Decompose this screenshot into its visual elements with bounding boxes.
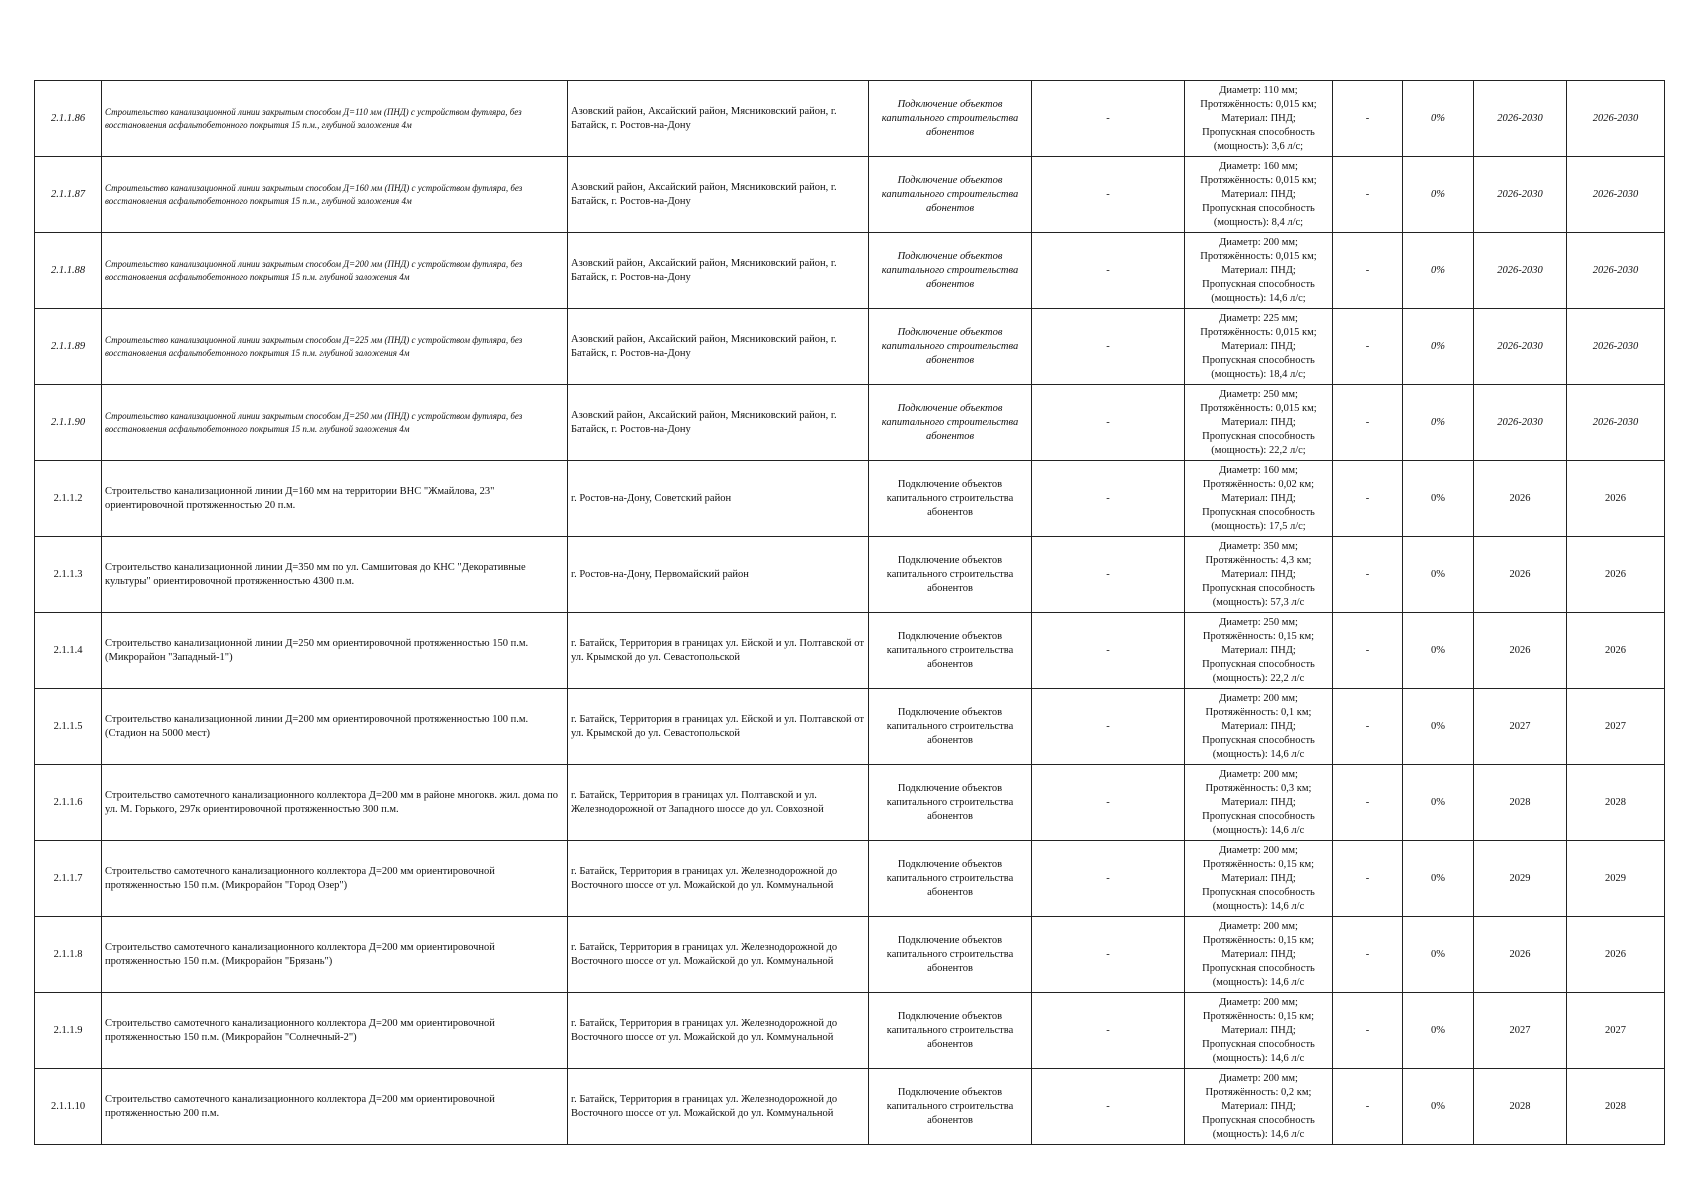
- spec-line: Материал: ПНД;: [1221, 796, 1296, 808]
- row-number-cell: 2.1.1.86: [35, 81, 102, 157]
- dash-cell: -: [1333, 689, 1403, 765]
- year-start-cell: 2028: [1474, 765, 1567, 841]
- specs-cell: [1185, 537, 1333, 613]
- specs-cell: [1185, 157, 1333, 233]
- year-end-cell: 2026: [1567, 537, 1665, 613]
- spec-line: Протяжённость: 0,2 км;: [1205, 1086, 1312, 1098]
- spec-line: Диаметр: 250 мм;: [1219, 388, 1298, 400]
- year-start-cell: 2029: [1474, 841, 1567, 917]
- percent-cell: 0%: [1403, 461, 1474, 537]
- work-name-cell: Строительство канализационной линии закрытым способом Д=110 мм (ПНД) с устройством футляра, без восстановления асфальтобетонного покрытия 15 п.м., глубиной заложения 4м: [102, 81, 568, 157]
- spec-line: (мощность): 18,4 л/с;: [1211, 368, 1306, 380]
- year-end-cell: 2026: [1567, 613, 1665, 689]
- location-cell: Азовский район, Аксайский район, Мясниковский район, г. Батайск, г. Ростов-на-Дону: [568, 157, 869, 233]
- location-cell: Азовский район, Аксайский район, Мясниковский район, г. Батайск, г. Ростов-на-Дону: [568, 233, 869, 309]
- purpose-cell: Подключение объектов капитального строительства абонентов: [869, 765, 1032, 841]
- dash-cell: -: [1032, 917, 1185, 993]
- specs-cell: [1185, 613, 1333, 689]
- year-end-cell: 2028: [1567, 765, 1665, 841]
- work-name-cell: Строительство самотечного канализационного коллектора Д=200 мм ориентировочной протяженностью 150 п.м. (Микрорайон "Брязань"): [102, 917, 568, 993]
- spec-line: Пропускная способность: [1202, 354, 1315, 366]
- year-start-cell: 2026-2030: [1474, 233, 1567, 309]
- year-end-cell: 2026-2030: [1567, 233, 1665, 309]
- year-start-cell: 2027: [1474, 689, 1567, 765]
- table-row: [35, 917, 1665, 993]
- purpose-cell: Подключение объектов капитального строительства абонентов: [869, 689, 1032, 765]
- dash-cell: -: [1032, 613, 1185, 689]
- spec-line: (мощность): 14,6 л/с: [1212, 824, 1305, 836]
- dash-cell: -: [1032, 157, 1185, 233]
- row-number-cell: 2.1.1.88: [35, 233, 102, 309]
- dash-cell: -: [1333, 461, 1403, 537]
- row-number-cell: 2.1.1.3: [35, 537, 102, 613]
- percent-cell: 0%: [1403, 157, 1474, 233]
- location-cell: Азовский район, Аксайский район, Мясниковский район, г. Батайск, г. Ростов-на-Дону: [568, 385, 869, 461]
- purpose-cell: Подключение объектов капитального строительства абонентов: [869, 1069, 1032, 1145]
- dash-cell: -: [1333, 157, 1403, 233]
- spec-line: Пропускная способность: [1202, 734, 1315, 746]
- spec-line: Диаметр: 200 мм;: [1219, 692, 1298, 704]
- spec-line: Диаметр: 200 мм;: [1219, 996, 1298, 1008]
- percent-cell: 0%: [1403, 841, 1474, 917]
- percent-cell: 0%: [1403, 993, 1474, 1069]
- spec-line: (мощность): 22,2 л/с;: [1211, 444, 1306, 456]
- spec-line: (мощность): 22,2 л/с: [1212, 672, 1305, 684]
- spec-line: Протяжённость: 0,015 км;: [1200, 98, 1317, 110]
- dash-cell: -: [1333, 233, 1403, 309]
- specs-cell: [1185, 993, 1333, 1069]
- location-cell: г. Батайск, Территория в границах ул. Железнодорожной до Восточного шоссе от ул. Можайской до ул. Коммунальной: [568, 917, 869, 993]
- spec-line: Пропускная способность: [1202, 1114, 1315, 1126]
- dash-cell: -: [1032, 993, 1185, 1069]
- spec-line: Материал: ПНД;: [1221, 264, 1296, 276]
- dash-cell: -: [1032, 461, 1185, 537]
- spec-line: Материал: ПНД;: [1221, 1100, 1296, 1112]
- spec-line: (мощность): 3,6 л/с;: [1213, 140, 1304, 152]
- specs-cell: [1185, 385, 1333, 461]
- spec-line: (мощность): 14,6 л/с: [1212, 1128, 1305, 1140]
- year-end-cell: 2027: [1567, 689, 1665, 765]
- spec-line: Материал: ПНД;: [1221, 568, 1296, 580]
- work-name-cell: Строительство канализационной линии Д=350 мм по ул. Самшитовая до КНС "Декоративные культуры" ориентировочной протяженностью 4300 п.м.: [102, 537, 568, 613]
- row-number-cell: 2.1.1.7: [35, 841, 102, 917]
- year-end-cell: 2026: [1567, 461, 1665, 537]
- year-end-cell: 2026: [1567, 917, 1665, 993]
- spec-line: Пропускная способность: [1202, 202, 1315, 214]
- dash-cell: -: [1032, 81, 1185, 157]
- table-row: [35, 765, 1665, 841]
- spec-line: Диаметр: 200 мм;: [1219, 768, 1298, 780]
- row-number-cell: 2.1.1.10: [35, 1069, 102, 1145]
- work-name-cell: Строительство самотечного канализационного коллектора Д=200 мм ориентировочной протяженностью 150 п.м. (Микрорайон "Город Озер"): [102, 841, 568, 917]
- spec-line: Материал: ПНД;: [1221, 112, 1296, 124]
- spec-line: Материал: ПНД;: [1221, 644, 1296, 656]
- spec-line: Пропускная способность: [1202, 582, 1315, 594]
- purpose-cell: Подключение объектов капитального строительства абонентов: [869, 233, 1032, 309]
- dash-cell: -: [1333, 917, 1403, 993]
- dash-cell: -: [1032, 1069, 1185, 1145]
- table-row: [35, 81, 1665, 157]
- dash-cell: -: [1333, 841, 1403, 917]
- year-start-cell: 2026: [1474, 461, 1567, 537]
- spec-line: Пропускная способность: [1202, 810, 1315, 822]
- year-start-cell: 2026-2030: [1474, 385, 1567, 461]
- year-start-cell: 2027: [1474, 993, 1567, 1069]
- purpose-cell: Подключение объектов капитального строительства абонентов: [869, 993, 1032, 1069]
- table-row: [35, 993, 1665, 1069]
- row-number-cell: 2.1.1.6: [35, 765, 102, 841]
- specs-cell: [1185, 841, 1333, 917]
- year-start-cell: 2026: [1474, 917, 1567, 993]
- specs-cell: [1185, 461, 1333, 537]
- specs-cell: [1185, 81, 1333, 157]
- spec-line: (мощность): 17,5 л/с;: [1211, 520, 1306, 532]
- row-number-cell: 2.1.1.87: [35, 157, 102, 233]
- location-cell: г. Батайск, Территория в границах ул. Железнодорожной до Восточного шоссе от ул. Можайской до ул. Коммунальной: [568, 841, 869, 917]
- table-row: [35, 537, 1665, 613]
- table-row: [35, 385, 1665, 461]
- work-name-cell: Строительство самотечного канализационного коллектора Д=200 мм ориентировочной протяженностью 150 п.м. (Микрорайон "Солнечный-2"): [102, 993, 568, 1069]
- work-name-cell: Строительство канализационной линии закрытым способом Д=200 мм (ПНД) с устройством футляра, без восстановления асфальтобетонного покрытия 15 п.м. глубиной заложения 4м: [102, 233, 568, 309]
- spec-line: Пропускная способность: [1202, 126, 1315, 138]
- dash-cell: -: [1032, 689, 1185, 765]
- percent-cell: 0%: [1403, 765, 1474, 841]
- table-row: [35, 613, 1665, 689]
- work-name-cell: Строительство канализационной линии Д=250 мм ориентировочной протяженностью 150 п.м. (Микрорайон "Западный-1"): [102, 613, 568, 689]
- work-name-cell: Строительство канализационной линии Д=160 мм на территории ВНС "Жмайлова, 23" ориентировочной протяженностью 20 п.м.: [102, 461, 568, 537]
- spec-line: Диаметр: 160 мм;: [1219, 464, 1298, 476]
- location-cell: г. Батайск, Территория в границах ул. Ейской и ул. Полтавской от ул. Крымской до ул. Севастопольской: [568, 689, 869, 765]
- row-number-cell: 2.1.1.8: [35, 917, 102, 993]
- spec-line: Протяжённость: 0,15 км;: [1202, 934, 1315, 946]
- spec-line: Материал: ПНД;: [1221, 416, 1296, 428]
- percent-cell: 0%: [1403, 81, 1474, 157]
- work-name-cell: Строительство канализационной линии закрытым способом Д=250 мм (ПНД) с устройством футляра, без восстановления асфальтобетонного покрытия 15 п.м. глубиной заложения 4м: [102, 385, 568, 461]
- percent-cell: 0%: [1403, 689, 1474, 765]
- year-end-cell: 2026-2030: [1567, 385, 1665, 461]
- table-row: [35, 841, 1665, 917]
- year-start-cell: 2028: [1474, 1069, 1567, 1145]
- location-cell: Азовский район, Аксайский район, Мясниковский район, г. Батайск, г. Ростов-на-Дону: [568, 309, 869, 385]
- year-start-cell: 2026-2030: [1474, 309, 1567, 385]
- location-cell: Азовский район, Аксайский район, Мясниковский район, г. Батайск, г. Ростов-на-Дону: [568, 81, 869, 157]
- purpose-cell: Подключение объектов капитального строительства абонентов: [869, 385, 1032, 461]
- spec-line: Диаметр: 200 мм;: [1219, 920, 1298, 932]
- spec-line: Материал: ПНД;: [1221, 492, 1296, 504]
- spec-line: Протяжённость: 0,15 км;: [1202, 858, 1315, 870]
- dash-cell: -: [1032, 841, 1185, 917]
- table-row: [35, 689, 1665, 765]
- spec-line: Материал: ПНД;: [1221, 340, 1296, 352]
- spec-line: Протяжённость: 0,015 км;: [1200, 402, 1317, 414]
- spec-line: Протяжённость: 0,3 км;: [1205, 782, 1312, 794]
- spec-line: Диаметр: 160 мм;: [1219, 160, 1298, 172]
- purpose-cell: Подключение объектов капитального строительства абонентов: [869, 917, 1032, 993]
- specs-cell: [1185, 917, 1333, 993]
- row-number-cell: 2.1.1.5: [35, 689, 102, 765]
- table-row: [35, 1069, 1665, 1145]
- dash-cell: -: [1333, 1069, 1403, 1145]
- purpose-cell: Подключение объектов капитального строительства абонентов: [869, 81, 1032, 157]
- year-end-cell: 2028: [1567, 1069, 1665, 1145]
- specs-cell: [1185, 309, 1333, 385]
- spec-line: Диаметр: 250 мм;: [1219, 616, 1298, 628]
- specs-cell: [1185, 233, 1333, 309]
- spec-line: Пропускная способность: [1202, 506, 1315, 518]
- work-name-cell: Строительство канализационной линии закрытым способом Д=225 мм (ПНД) с устройством футляра, без восстановления асфальтобетонного покрытия 15 п.м. глубиной заложения 4м: [102, 309, 568, 385]
- work-name-cell: Строительство канализационной линии Д=200 мм ориентировочной протяженностью 100 п.м. (Стадион на 5000 мест): [102, 689, 568, 765]
- dash-cell: -: [1333, 765, 1403, 841]
- spec-line: Диаметр: 200 мм;: [1219, 1072, 1298, 1084]
- works-table: [34, 80, 1665, 1145]
- specs-cell: [1185, 1069, 1333, 1145]
- spec-line: Материал: ПНД;: [1221, 1024, 1296, 1036]
- purpose-cell: Подключение объектов капитального строительства абонентов: [869, 309, 1032, 385]
- work-name-cell: Строительство самотечного канализационного коллектора Д=200 мм ориентировочной протяженностью 200 п.м.: [102, 1069, 568, 1145]
- spec-line: (мощность): 14,6 л/с: [1212, 1052, 1305, 1064]
- spec-line: Протяжённость: 4,3 км;: [1205, 554, 1312, 566]
- table-row: [35, 157, 1665, 233]
- spec-line: Протяжённость: 0,15 км;: [1202, 1010, 1315, 1022]
- dash-cell: -: [1333, 537, 1403, 613]
- row-number-cell: 2.1.1.9: [35, 993, 102, 1069]
- dash-cell: -: [1333, 309, 1403, 385]
- dash-cell: -: [1032, 233, 1185, 309]
- table-row: [35, 309, 1665, 385]
- percent-cell: 0%: [1403, 385, 1474, 461]
- spec-line: (мощность): 14,6 л/с: [1212, 748, 1305, 760]
- dash-cell: -: [1032, 537, 1185, 613]
- row-number-cell: 2.1.1.89: [35, 309, 102, 385]
- row-number-cell: 2.1.1.4: [35, 613, 102, 689]
- dash-cell: -: [1333, 385, 1403, 461]
- dash-cell: -: [1032, 385, 1185, 461]
- dash-cell: -: [1333, 613, 1403, 689]
- spec-line: Материал: ПНД;: [1221, 872, 1296, 884]
- spec-line: Протяжённость: 0,015 км;: [1200, 326, 1317, 338]
- location-cell: г. Батайск, Территория в границах ул. Полтавской и ул. Железнодорожной от Западного шоссе до ул. Совхозной: [568, 765, 869, 841]
- spec-line: (мощность): 14,6 л/с;: [1211, 292, 1306, 304]
- percent-cell: 0%: [1403, 1069, 1474, 1145]
- purpose-cell: Подключение объектов капитального строительства абонентов: [869, 157, 1032, 233]
- spec-line: Пропускная способность: [1202, 430, 1315, 442]
- table-body: [35, 81, 1665, 1145]
- year-end-cell: 2026-2030: [1567, 309, 1665, 385]
- location-cell: г. Батайск, Территория в границах ул. Железнодорожной до Восточного шоссе от ул. Можайской до ул. Коммунальной: [568, 993, 869, 1069]
- year-start-cell: 2026: [1474, 613, 1567, 689]
- spec-line: Протяжённость: 0,015 км;: [1200, 250, 1317, 262]
- spec-line: Диаметр: 225 мм;: [1219, 312, 1298, 324]
- work-name-cell: Строительство самотечного канализационного коллектора Д=200 мм в районе многокв. жил. дома по ул. М. Горького, 297к ориентировочной протяженностью 300 п.м.: [102, 765, 568, 841]
- percent-cell: 0%: [1403, 309, 1474, 385]
- year-end-cell: 2029: [1567, 841, 1665, 917]
- row-number-cell: 2.1.1.90: [35, 385, 102, 461]
- dash-cell: -: [1032, 309, 1185, 385]
- spec-line: (мощность): 8,4 л/с;: [1213, 216, 1304, 228]
- spec-line: Материал: ПНД;: [1221, 948, 1296, 960]
- spec-line: Материал: ПНД;: [1221, 720, 1296, 732]
- spec-line: (мощность): 14,6 л/с: [1212, 900, 1305, 912]
- location-cell: г. Ростов-на-Дону, Первомайский район: [568, 537, 869, 613]
- purpose-cell: Подключение объектов капитального строительства абонентов: [869, 537, 1032, 613]
- dash-cell: -: [1032, 765, 1185, 841]
- dash-cell: -: [1333, 993, 1403, 1069]
- year-end-cell: 2026-2030: [1567, 157, 1665, 233]
- year-end-cell: 2027: [1567, 993, 1665, 1069]
- work-name-cell: Строительство канализационной линии закрытым способом Д=160 мм (ПНД) с устройством футляра, без восстановления асфальтобетонного покрытия 15 п.м., глубиной заложения 4м: [102, 157, 568, 233]
- spec-line: Пропускная способность: [1202, 886, 1315, 898]
- location-cell: г. Батайск, Территория в границах ул. Ейской и ул. Полтавской от ул. Крымской до ул. Севастопольской: [568, 613, 869, 689]
- spec-line: Протяжённость: 0,02 км;: [1202, 478, 1315, 490]
- table-row: [35, 233, 1665, 309]
- location-cell: г. Батайск, Территория в границах ул. Железнодорожной до Восточного шоссе от ул. Можайской до ул. Коммунальной: [568, 1069, 869, 1145]
- purpose-cell: Подключение объектов капитального строительства абонентов: [869, 461, 1032, 537]
- spec-line: Протяжённость: 0,1 км;: [1205, 706, 1312, 718]
- dash-cell: -: [1333, 81, 1403, 157]
- percent-cell: 0%: [1403, 537, 1474, 613]
- percent-cell: 0%: [1403, 917, 1474, 993]
- spec-line: Пропускная способность: [1202, 1038, 1315, 1050]
- purpose-cell: Подключение объектов капитального строительства абонентов: [869, 613, 1032, 689]
- spec-line: Диаметр: 200 мм;: [1219, 236, 1298, 248]
- specs-cell: [1185, 765, 1333, 841]
- spec-line: Диаметр: 200 мм;: [1219, 844, 1298, 856]
- specs-cell: [1185, 689, 1333, 765]
- location-cell: г. Ростов-на-Дону, Советский район: [568, 461, 869, 537]
- year-end-cell: 2026-2030: [1567, 81, 1665, 157]
- year-start-cell: 2026: [1474, 537, 1567, 613]
- spec-line: Пропускная способность: [1202, 658, 1315, 670]
- spec-line: Диаметр: 350 мм;: [1219, 540, 1298, 552]
- spec-line: Материал: ПНД;: [1221, 188, 1296, 200]
- spec-line: (мощность): 57,3 л/с: [1212, 596, 1305, 608]
- percent-cell: 0%: [1403, 233, 1474, 309]
- spec-line: Протяжённость: 0,15 км;: [1202, 630, 1315, 642]
- table-row: [35, 461, 1665, 537]
- purpose-cell: Подключение объектов капитального строительства абонентов: [869, 841, 1032, 917]
- spec-line: Диаметр: 110 мм;: [1219, 84, 1298, 96]
- spec-line: Пропускная способность: [1202, 962, 1315, 974]
- year-start-cell: 2026-2030: [1474, 157, 1567, 233]
- spec-line: Протяжённость: 0,015 км;: [1200, 174, 1317, 186]
- spec-line: Пропускная способность: [1202, 278, 1315, 290]
- spec-line: (мощность): 14,6 л/с: [1212, 976, 1305, 988]
- row-number-cell: 2.1.1.2: [35, 461, 102, 537]
- percent-cell: 0%: [1403, 613, 1474, 689]
- year-start-cell: 2026-2030: [1474, 81, 1567, 157]
